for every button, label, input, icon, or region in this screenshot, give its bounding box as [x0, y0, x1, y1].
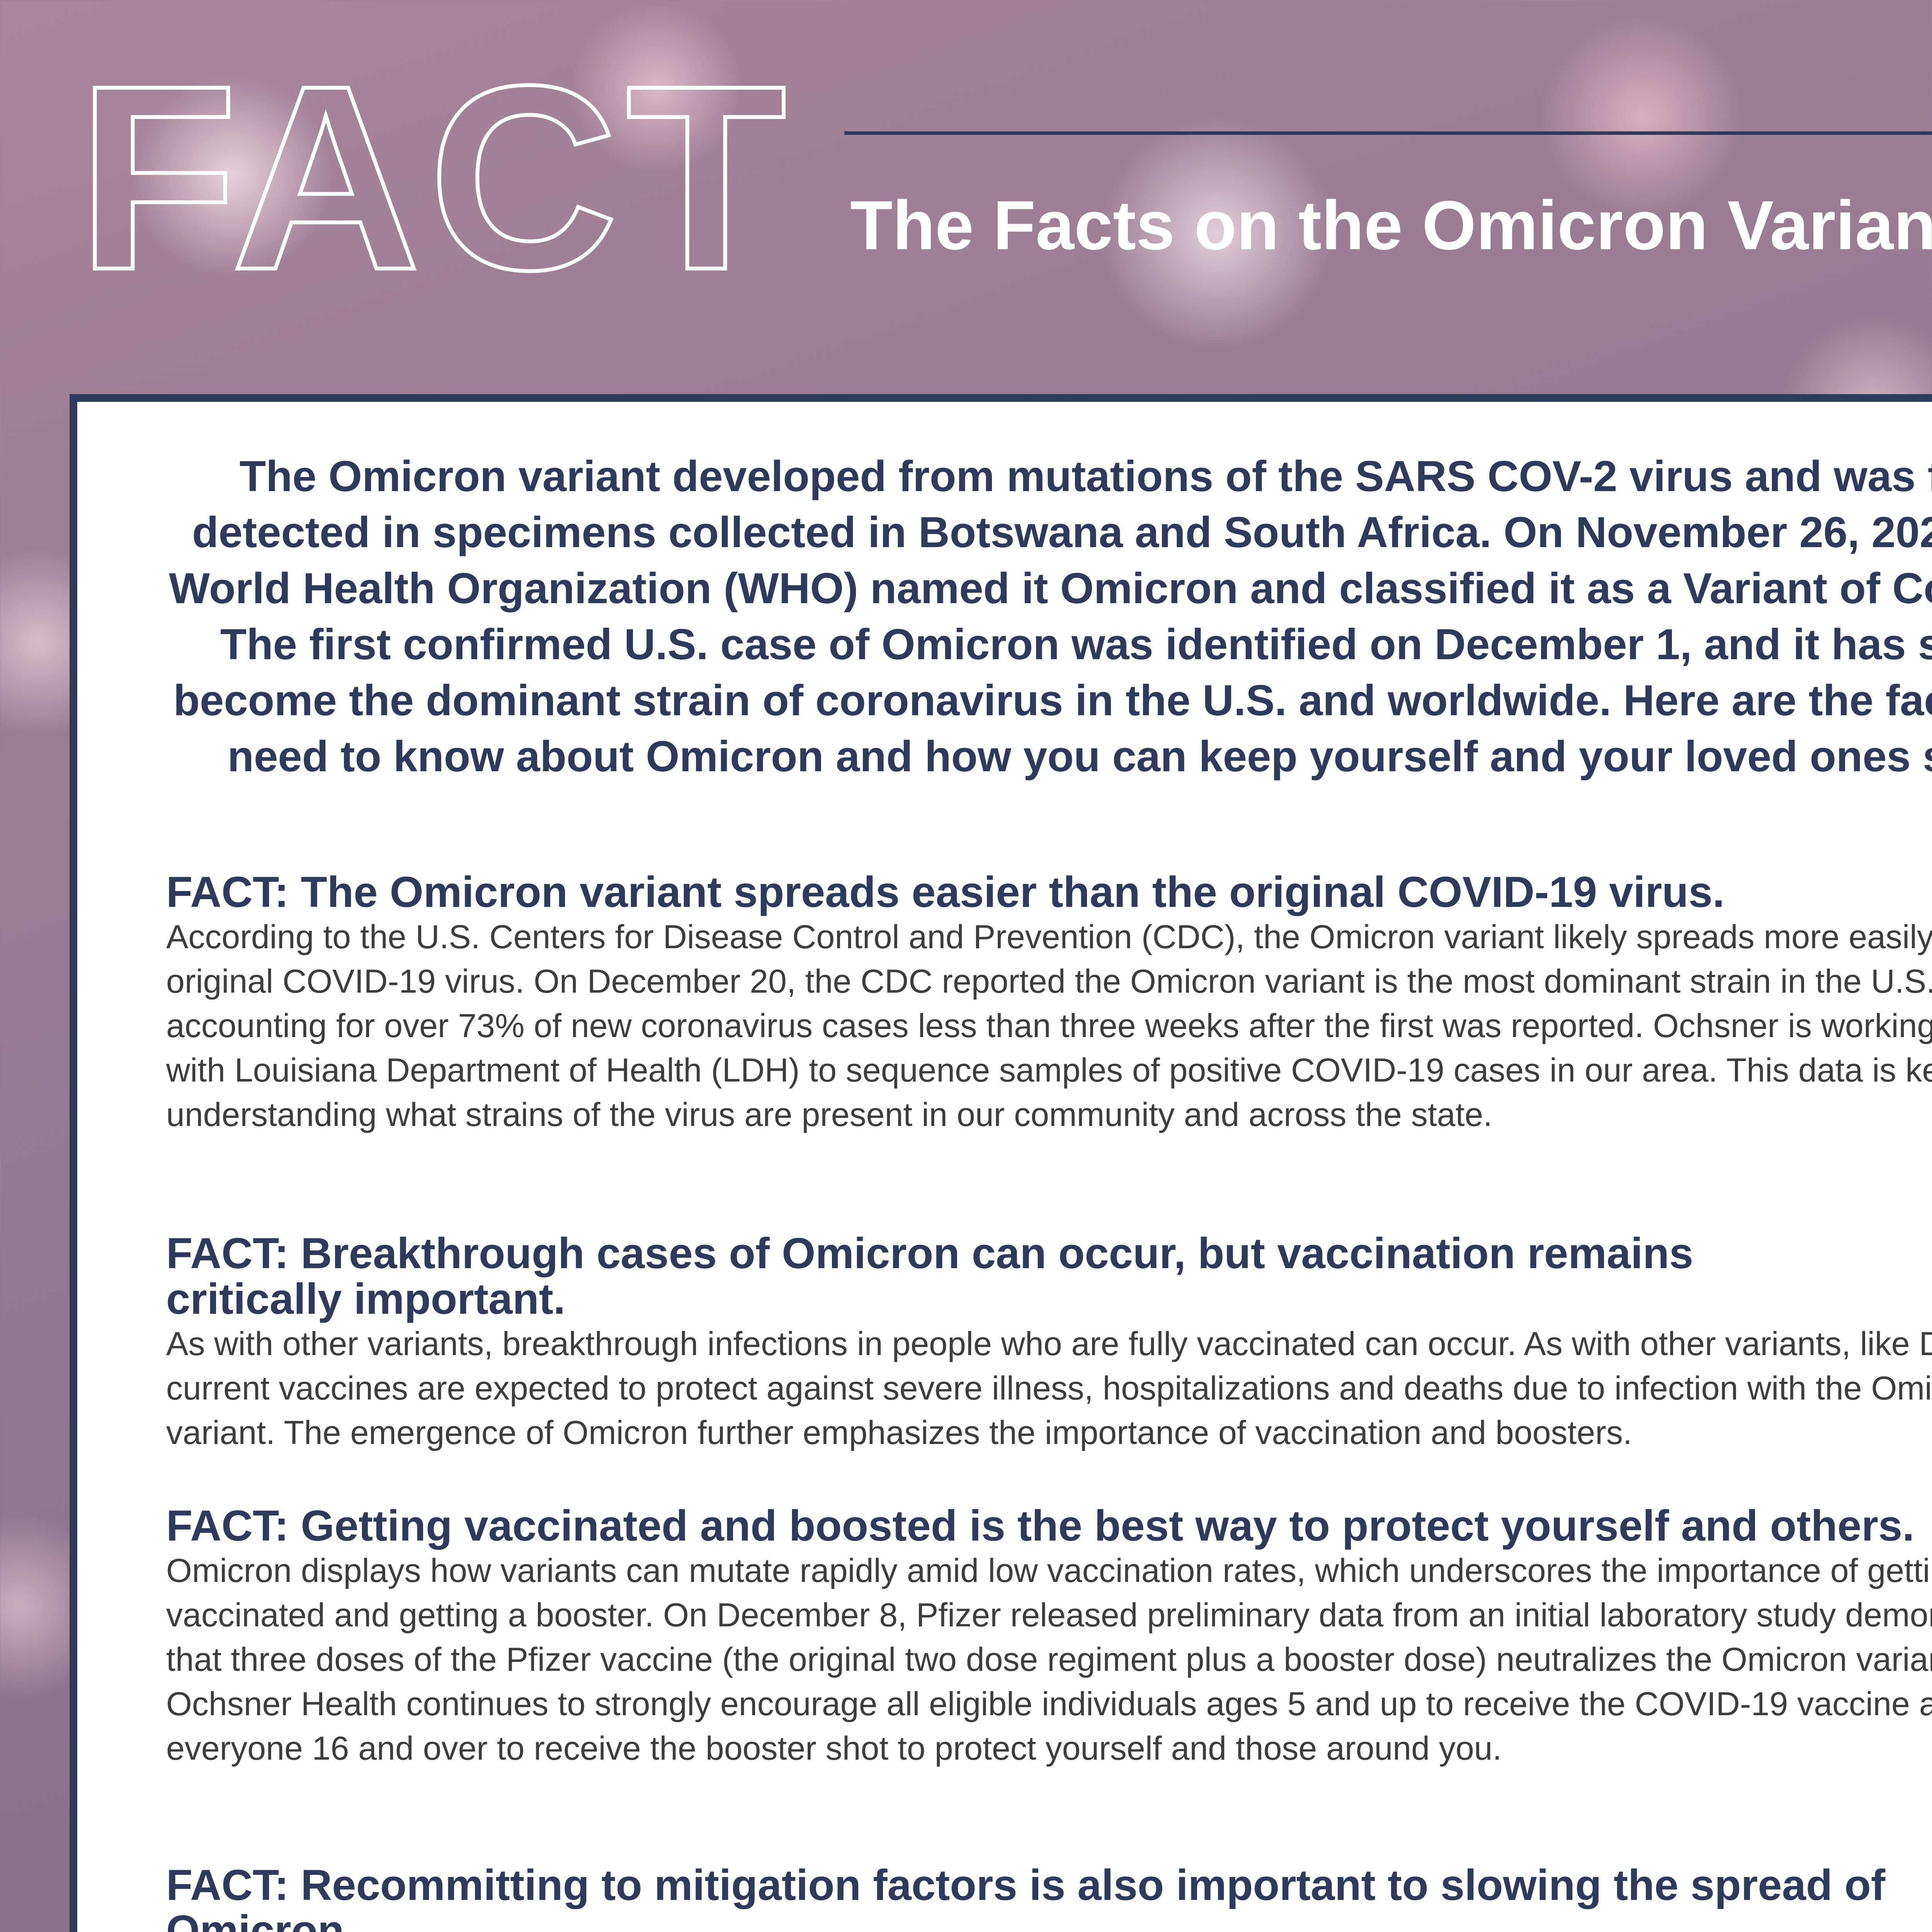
- fact-body: As with other variants, breakthrough infections in people who are fully vaccinated can occur. As with other variants, like Delta, current vaccines are expected to protect against severe illness, hospitalizations and deaths due to infection with the Omicron variant. The emergence of Omicron further emphasizes the importance of vaccination and boosters.: [166, 1322, 1932, 1455]
- fact-heading-text: The Omicron variant spreads easier than the original COVID-19 virus.: [301, 868, 1725, 916]
- fact-heading-text: Breakthrough cases of Omicron can occur, but vaccination remains critically important.: [166, 1229, 1693, 1323]
- fact-body: Omicron displays how variants can mutate rapidly amid low vaccination rates, which underscores the importance of getting vaccinated and getting a booster. On December 8, Pfizer released preliminary data from an initial laboratory study demonstrating that three doses of the Pfizer vaccine (the original two dose regiment plus a booster dose) neutralizes the Omicron variant. Ochsner Health continues to strongly encourage all eligible individuals ages 5 and up to receive the COVID-19 vaccine and everyone 16 and over to receive the booster shot to protect yourself and those around you.: [166, 1549, 1932, 1771]
- fact-label: FACT:: [166, 1502, 289, 1550]
- fact-label: FACT:: [166, 1229, 289, 1277]
- fact-wordmark: FACT: [77, 46, 794, 309]
- intro-paragraph: The Omicron variant developed from mutations of the SARS COV-2 virus and was first detected in specimens collected in Botswana and South Africa. On November 26, 2021, the World Health Organization (WHO) named it Omicron and classified it as a Variant of Concern. The first confirmed U.S. case of Omicron was identified on December 1, and it has since become the dominant strain of coronavirus in the U.S. and worldwide. Here are the facts you need to know about Omicron and how you can keep yourself and your loved ones safe.: [166, 448, 1932, 784]
- fact-label: FACT:: [166, 868, 289, 916]
- fact-label: FACT:: [166, 1861, 289, 1909]
- page-title: The Facts on the Omicron Variant: [850, 185, 1932, 265]
- fact-heading-text: Recommitting to mitigation factors is also important to slowing the spread of Omicron.: [166, 1861, 1885, 1932]
- fact-heading-text: Getting vaccinated and boosted is the best way to protect yourself and others.: [301, 1502, 1914, 1550]
- fact-body: According to the U.S. Centers for Disease Control and Prevention (CDC), the Omicron variant likely spreads more easily than the original COVID-19 virus. On December 20, the CDC reported the Omicron variant is the most dominant strain in the U.S., accounting for over 73% of new coronavirus cases less than three weeks after the first was reported. Ochsner is working closely with Louisiana Department of Health (LDH) to sequence samples of positive COVID-19 cases in our area. This data is key to understanding what strains of the virus are present in our community and across the state.: [166, 915, 1932, 1137]
